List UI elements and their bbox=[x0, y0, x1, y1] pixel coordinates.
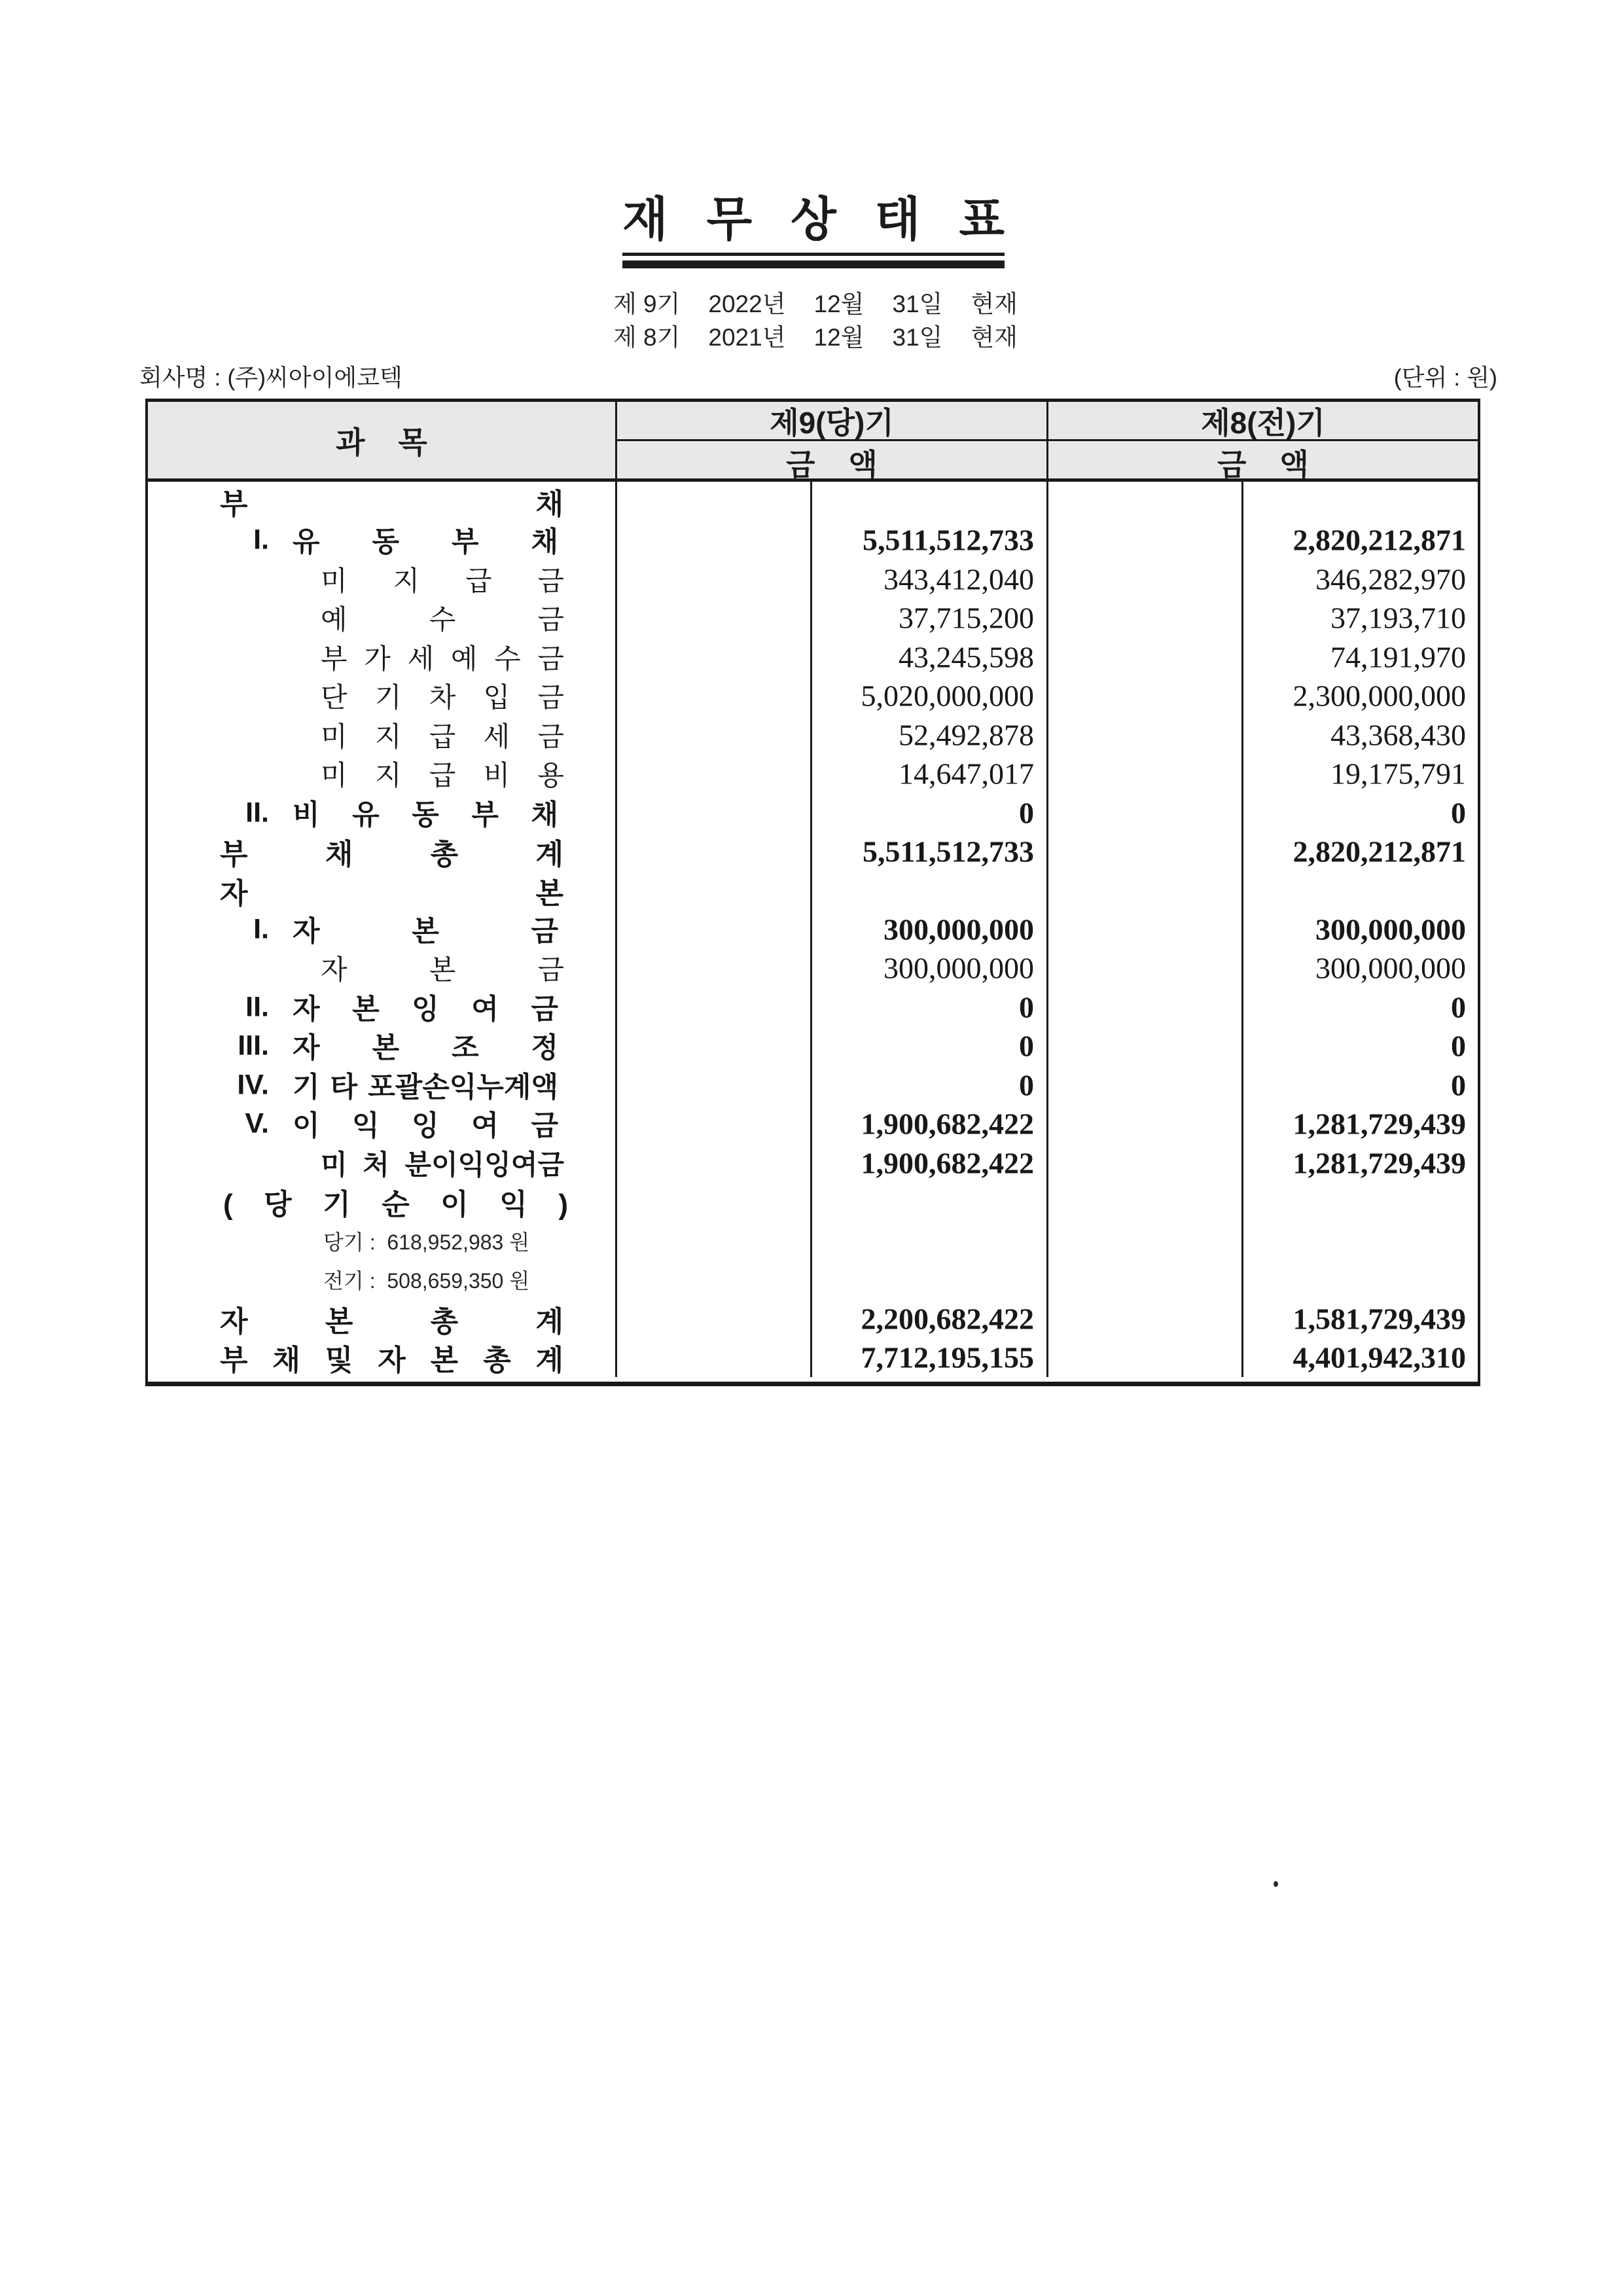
table-row bbox=[148, 949, 1478, 988]
amount-current: 14,647,017 bbox=[899, 757, 1034, 791]
amount-current: 300,000,000 bbox=[883, 951, 1034, 985]
table-row bbox=[148, 832, 1478, 870]
amount-prior: 0 bbox=[1451, 1068, 1466, 1102]
table-row bbox=[148, 520, 1478, 559]
account-label: 예 수 금 bbox=[321, 604, 564, 636]
amount-current: 2,200,682,422 bbox=[861, 1302, 1034, 1336]
amount-current: 5,020,000,000 bbox=[861, 679, 1034, 713]
amount-prior: 300,000,000 bbox=[1315, 951, 1466, 985]
period-term: 제 9기 bbox=[613, 291, 681, 317]
header-amount-label: 금 액 bbox=[786, 448, 878, 482]
table-row bbox=[148, 1221, 1478, 1260]
table-body bbox=[148, 482, 1478, 1377]
amount-current: 5,511,512,733 bbox=[863, 523, 1034, 557]
amount-current: 300,000,000 bbox=[883, 912, 1034, 946]
account-label: III. 자 본 조 정 bbox=[204, 1026, 558, 1066]
table-header bbox=[148, 402, 1478, 482]
table-row bbox=[148, 1183, 1478, 1221]
account-label: 미 지 급 세 금 bbox=[321, 721, 564, 752]
page-title: 재 무 상 태 표 bbox=[622, 194, 1005, 246]
account-label: 자 본 금 bbox=[321, 954, 564, 986]
period-line-current bbox=[613, 284, 1018, 319]
amount-prior: 2,820,212,871 bbox=[1293, 834, 1466, 869]
amount-prior: 2,820,212,871 bbox=[1293, 523, 1466, 557]
period-year: 2022년 bbox=[708, 291, 786, 317]
amount-prior: 4,401,942,310 bbox=[1293, 1340, 1466, 1374]
table-row bbox=[148, 1066, 1478, 1104]
period-day: 31일 bbox=[892, 324, 943, 351]
period-month: 12월 bbox=[813, 291, 865, 317]
account-label: 단 기 차 입 금 bbox=[321, 682, 564, 713]
amount-current: 1,900,682,422 bbox=[861, 1107, 1034, 1141]
amount-prior: 300,000,000 bbox=[1315, 912, 1466, 946]
amount-prior: 0 bbox=[1451, 796, 1466, 830]
table-row bbox=[148, 637, 1478, 676]
currency-unit-label: (단위 : 원) bbox=[1393, 364, 1497, 391]
header-prior-period-col bbox=[1048, 402, 1478, 482]
account-label: II. 자 본 잉 여 금 bbox=[204, 987, 558, 1027]
period-day: 31일 bbox=[892, 291, 943, 317]
table-row bbox=[148, 1027, 1478, 1066]
amount-current: 0 bbox=[1019, 990, 1034, 1024]
net-income-note-current: 당기 : 618,952,983 원 bbox=[323, 1230, 530, 1254]
table-row bbox=[148, 871, 1478, 910]
roman-numeral: I. bbox=[253, 524, 269, 556]
amount-prior: 1,581,729,439 bbox=[1293, 1302, 1466, 1336]
account-label: I. 자 본 금 bbox=[204, 909, 558, 949]
table-row bbox=[148, 598, 1478, 637]
account-label: ( 당 기 순 이 익 ) bbox=[223, 1189, 568, 1221]
account-label: I. 유 동 부 채 bbox=[204, 520, 558, 560]
company-name-line: 회사명 : (주)씨아이에코텍 bbox=[139, 364, 402, 391]
amount-current: 0 bbox=[1019, 1068, 1034, 1102]
account-label: V. 이 익 잉 여 금 bbox=[204, 1104, 558, 1144]
title-underline-thick bbox=[622, 260, 1005, 268]
amount-current: 5,511,512,733 bbox=[863, 834, 1034, 869]
table-row bbox=[148, 1299, 1478, 1338]
account-label: 미 처 분이익잉여금 bbox=[321, 1149, 564, 1180]
roman-numeral: IV. bbox=[237, 1069, 269, 1101]
period-month: 12월 bbox=[813, 324, 865, 351]
amount-current: 0 bbox=[1019, 1029, 1034, 1063]
account-label: II. 비 유 동 부 채 bbox=[204, 793, 558, 833]
amount-prior: 74,191,970 bbox=[1330, 640, 1466, 674]
title-underline-thin bbox=[622, 253, 1005, 256]
scan-artifact-dot bbox=[1274, 1881, 1278, 1887]
table-row bbox=[148, 482, 1478, 520]
period-asof: 현재 bbox=[971, 324, 1018, 351]
amount-prior: 37,193,710 bbox=[1330, 601, 1466, 635]
amount-prior: 2,300,000,000 bbox=[1293, 679, 1466, 713]
header-account: 과 목 bbox=[148, 402, 617, 478]
amount-prior: 1,281,729,439 bbox=[1293, 1146, 1466, 1180]
roman-numeral: V. bbox=[245, 1107, 269, 1139]
roman-numeral: I. bbox=[253, 913, 269, 945]
net-income-note-prior: 전기 : 508,659,350 원 bbox=[323, 1269, 530, 1293]
roman-numeral: II. bbox=[245, 991, 269, 1023]
table-row bbox=[148, 1143, 1478, 1182]
amount-prior: 346,282,970 bbox=[1315, 562, 1466, 596]
table-row bbox=[148, 1261, 1478, 1299]
amount-current: 0 bbox=[1019, 796, 1034, 830]
amount-prior: 1,281,729,439 bbox=[1293, 1107, 1466, 1141]
roman-numeral: II. bbox=[245, 797, 269, 829]
header-current-period-col bbox=[617, 402, 1048, 482]
amount-current: 52,492,878 bbox=[899, 718, 1034, 752]
amount-current: 1,900,682,422 bbox=[861, 1146, 1034, 1180]
account-label: 미 지 급 비 용 bbox=[321, 760, 564, 791]
account-label: 미 지 급 금 bbox=[321, 565, 564, 596]
amount-prior: 19,175,791 bbox=[1330, 757, 1466, 791]
header-prior-period: 제8(전)기 bbox=[1048, 402, 1478, 441]
account-label: 자 본 총 계 bbox=[220, 1305, 563, 1338]
amount-current: 37,715,200 bbox=[899, 601, 1034, 635]
table-row bbox=[148, 988, 1478, 1026]
period-line-prior bbox=[613, 317, 1018, 353]
account-label: 자 본 bbox=[220, 877, 563, 910]
account-label: 부 채 bbox=[220, 488, 563, 520]
amount-prior: 0 bbox=[1451, 990, 1466, 1024]
period-term: 제 8기 bbox=[613, 324, 681, 351]
amount-prior: 43,368,430 bbox=[1330, 718, 1466, 752]
amount-prior: 0 bbox=[1451, 1029, 1466, 1063]
account-label: 부 채 총 계 bbox=[220, 838, 563, 871]
roman-numeral: III. bbox=[238, 1030, 269, 1062]
account-label: 부 채 및 자 본 총 계 bbox=[220, 1344, 563, 1377]
table-row bbox=[148, 560, 1478, 598]
amount-current: 343,412,040 bbox=[883, 562, 1034, 596]
table-row bbox=[148, 793, 1478, 832]
table-row bbox=[148, 1338, 1478, 1377]
account-label: 부 가 세 예 수 금 bbox=[321, 643, 564, 674]
period-asof: 현재 bbox=[971, 291, 1018, 317]
amount-current: 43,245,598 bbox=[899, 640, 1034, 674]
account-label: IV. 기 타 포괄손익누계액 bbox=[204, 1065, 558, 1105]
header-current-period: 제9(당)기 bbox=[617, 402, 1046, 441]
table-row bbox=[148, 910, 1478, 948]
period-year: 2021년 bbox=[708, 324, 786, 351]
table-row bbox=[148, 715, 1478, 754]
table-row bbox=[148, 676, 1478, 715]
table-row bbox=[148, 754, 1478, 793]
header-amount-label: 금 액 bbox=[1217, 448, 1309, 482]
table-row bbox=[148, 1105, 1478, 1143]
balance-sheet-table bbox=[145, 399, 1480, 1386]
amount-current: 7,712,195,155 bbox=[861, 1340, 1034, 1374]
